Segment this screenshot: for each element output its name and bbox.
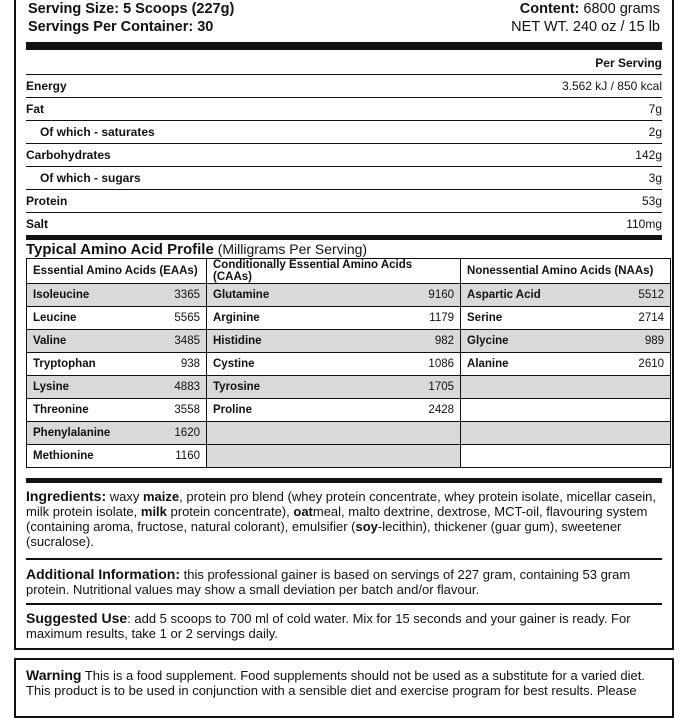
amino-name: Leucine — [27, 307, 157, 330]
amino-name: Cystine — [207, 353, 407, 376]
warning-label: Warning — [26, 667, 82, 683]
amino-title — [26, 241, 367, 258]
section-divider — [26, 603, 662, 605]
table-row — [27, 284, 671, 307]
amino-value: 5512 — [611, 284, 671, 307]
table-row — [27, 330, 671, 353]
empty-cell — [461, 376, 671, 399]
amino-title-main: Typical Amino Acid Profile — [26, 241, 214, 258]
table-row — [27, 399, 671, 422]
amino-value: 9160 — [407, 284, 461, 307]
empty-cell — [461, 445, 671, 468]
amino-value: 989 — [611, 330, 671, 353]
amino-value: 2714 — [611, 307, 671, 330]
amino-value: 3558 — [157, 399, 207, 422]
amino-value: 1160 — [157, 445, 207, 468]
amino-name: Alanine — [461, 353, 611, 376]
allergen-text: milk — [140, 504, 167, 519]
additional-info-text: this professional gainer is based on servings of 227 gram, containing 53 gram protein. Nutritional values may show a small deviation per batch and/or flavour. — [26, 567, 631, 597]
content-value: 6800 grams — [579, 1, 660, 17]
amino-name: Histidine — [207, 330, 407, 353]
amino-value: 5565 — [157, 307, 207, 330]
allergen-text: maize — [142, 489, 180, 504]
ingredients-text: waxy — [106, 489, 143, 504]
amino-acid-table — [26, 258, 671, 468]
empty-cell — [461, 399, 671, 422]
content-label: Content: — [519, 1, 580, 17]
ingredients-label: Ingredients: — [26, 488, 107, 504]
nutrient-row-saturates — [26, 121, 662, 144]
net-weight: NET WT. 240 oz / 15 lb — [511, 19, 660, 35]
amino-value: 4883 — [157, 376, 207, 399]
ingredients-text: meal, malto dextrine, dextrose, MCT-oil, flavouring system (containing aroma, fructose, natural colorant), emulsifier ( — [26, 504, 648, 534]
amino-name: Serine — [461, 307, 611, 330]
nutrient-label: Of which - saturates — [40, 125, 155, 139]
empty-cell — [207, 422, 461, 445]
nutrient-row-sugars — [26, 167, 662, 190]
allergen-text: soy — [355, 519, 378, 534]
ingredients-text: , protein pro blend (whey protein concentrate, whey protein isolate, micellar casein, milk protein isolate, — [26, 489, 657, 519]
nutrient-value: 7g — [648, 102, 662, 116]
amino-name: Tryptophan — [27, 353, 157, 376]
per-serving-label: Per Serving — [595, 56, 662, 70]
content-info — [511, 0, 660, 36]
nutrient-value: 110mg — [626, 217, 662, 231]
table-row — [27, 353, 671, 376]
table-row — [27, 445, 671, 468]
nutrient-value: 53g — [641, 194, 662, 208]
suggested-use-paragraph — [26, 611, 664, 641]
warning-text: This is a food supplement. Food supplements should not be used as a substitute for a varied diet. This product is to be used in conjunction with a sensible diet and exercise program for best results. Please — [26, 668, 645, 698]
amino-name: Isoleucine — [27, 284, 157, 307]
thick-divider — [26, 478, 662, 483]
serving-size: Serving Size: 5 Scoops (227g) — [28, 1, 235, 17]
amino-value: 938 — [157, 353, 207, 376]
amino-name: Arginine — [207, 307, 407, 330]
serving-info — [28, 0, 234, 36]
amino-value: 3485 — [157, 330, 207, 353]
column-header-naas: Nonessential Amino Acids (NAAs) — [461, 259, 671, 284]
ingredients-paragraph — [26, 489, 664, 549]
table-header-row — [27, 259, 671, 284]
nutrient-label: Of which - sugars — [40, 171, 141, 185]
amino-value: 1179 — [407, 307, 461, 330]
nutrient-label: Energy — [26, 79, 67, 93]
thick-divider — [26, 42, 662, 50]
nutrient-row-fat — [26, 98, 662, 121]
nutrient-row-protein — [26, 190, 662, 213]
amino-value: 1086 — [407, 353, 461, 376]
nutrient-value: 2g — [648, 125, 662, 139]
amino-name: Aspartic Acid — [461, 284, 611, 307]
table-row — [27, 376, 671, 399]
nutrient-value: 142g — [635, 148, 662, 162]
amino-name: Glutamine — [207, 284, 407, 307]
amino-name: Methionine — [27, 445, 157, 468]
nutrient-row-salt — [26, 213, 662, 235]
amino-name: Threonine — [27, 399, 157, 422]
amino-value: 3365 — [157, 284, 207, 307]
additional-info-paragraph — [26, 567, 664, 597]
allergen-text: oat — [293, 504, 313, 519]
amino-name: Proline — [207, 399, 407, 422]
amino-value: 1620 — [157, 422, 207, 445]
suggested-use-label: Suggested Use — [26, 610, 128, 626]
column-header-eaas: Essential Amino Acids (EAAs) — [27, 259, 207, 284]
per-serving-header — [26, 52, 662, 75]
empty-cell — [461, 422, 671, 445]
ingredients-text: -lecithin), thickener (guar gum), sweetener (sucralose). — [26, 519, 622, 549]
nutrient-value: 3.562 kJ / 850 kcal — [561, 79, 662, 93]
amino-subtitle: (Milligrams Per Serving) — [213, 241, 368, 257]
amino-value: 982 — [407, 330, 461, 353]
nutrient-row-carbohydrates — [26, 144, 662, 167]
section-divider — [26, 558, 662, 560]
amino-name: Tyrosine — [207, 376, 407, 399]
amino-name: Phenylalanine — [27, 422, 157, 445]
content-line — [511, 0, 660, 18]
suggested-use-text: : add 5 scoops to 700 ml of cold water. Mix for 15 seconds and your gainer is ready. For maximum results, take 1 or 2 servings daily. — [26, 611, 631, 641]
nutrient-label: Protein — [26, 194, 68, 208]
nutrition-panel — [14, 0, 674, 650]
empty-cell — [207, 445, 461, 468]
warning-paragraph — [26, 668, 666, 698]
servings-per-container: Servings Per Container: 30 — [28, 19, 214, 35]
amino-name: Valine — [27, 330, 157, 353]
amino-value: 2428 — [407, 399, 461, 422]
amino-value: 2610 — [611, 353, 671, 376]
thick-divider — [26, 235, 662, 240]
table-row — [27, 422, 671, 445]
nutrient-label: Salt — [26, 217, 49, 231]
additional-info-label: Additional Information: — [26, 566, 180, 582]
table-row — [27, 307, 671, 330]
nutrient-label: Carbohydrates — [26, 148, 111, 162]
amino-name: Glycine — [461, 330, 611, 353]
nutrient-label: Fat — [26, 102, 44, 116]
warning-box — [14, 658, 674, 718]
nutrient-row-energy — [26, 75, 662, 98]
column-header-caas: Conditionally Essential Amino Acids (CAAs) — [207, 259, 461, 284]
amino-value: 1705 — [407, 376, 461, 399]
amino-name: Lysine — [27, 376, 157, 399]
ingredients-text: protein concentrate), — [166, 504, 294, 519]
nutrient-value: 3g — [648, 171, 662, 185]
